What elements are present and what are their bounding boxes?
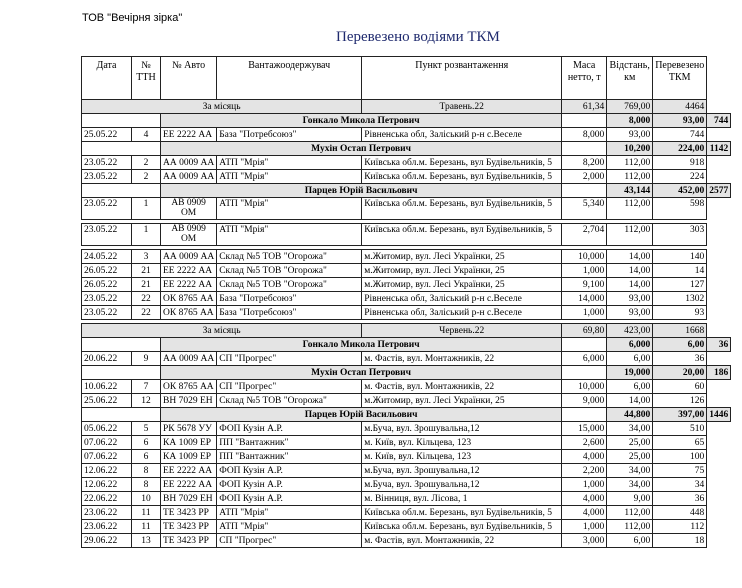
table-row xyxy=(82,352,731,366)
table-row xyxy=(82,380,731,394)
cell-point: м.Житомир, вул. Лесі Українки, 25 xyxy=(362,394,562,408)
driver-mass: 10,200 xyxy=(607,142,653,156)
cell-point: Київська обл.м. Березань, вул Будівельників, 5 xyxy=(362,506,562,520)
cell-date: 23.05.22 xyxy=(82,306,132,320)
col-tkm: Перевезено ТКМ xyxy=(653,57,707,100)
driver-distance: 93,00 xyxy=(653,114,707,128)
cell-tkm: 18 xyxy=(653,534,707,548)
driver-distance: 452,00 xyxy=(653,184,707,198)
cell-point: м.Житомир, вул. Лесі Українки, 25 xyxy=(362,278,562,292)
col-auto: № Авто xyxy=(161,57,217,100)
cell-receiver: СП "Прогрес" xyxy=(217,380,362,394)
cell-receiver: ПП "Вантажник" xyxy=(217,436,362,450)
driver-distance: 397,00 xyxy=(653,408,707,422)
cell-auto: ВН 7029 ЕН xyxy=(161,492,217,506)
cell-auto: АА 0009 АА xyxy=(161,156,217,170)
cell-auto: АВ 0909 ОМ xyxy=(161,198,217,220)
cell-date: 23.05.22 xyxy=(82,292,132,306)
cell-auto: РК 5678 УУ xyxy=(161,422,217,436)
cell-auto: ОК 8765 АА xyxy=(161,306,217,320)
table-row xyxy=(82,436,731,450)
month-period: Червень.22 xyxy=(362,324,562,338)
cell-ttn: 13 xyxy=(132,534,161,548)
driver-tkm: 1446 xyxy=(707,408,731,422)
month-label: За місяць xyxy=(82,324,362,338)
table-row xyxy=(82,506,731,520)
cell-tkm: 448 xyxy=(653,506,707,520)
cell-tkm: 93 xyxy=(653,306,707,320)
col-ttn: № ТТН xyxy=(132,57,161,100)
month-tkm: 4464 xyxy=(653,100,707,114)
month-distance: 423,00 xyxy=(607,324,653,338)
cell-tkm: 140 xyxy=(653,250,707,264)
cell-mass: 1,000 xyxy=(562,520,607,534)
cell-date: 22.06.22 xyxy=(82,492,132,506)
month-period: Травень.22 xyxy=(362,100,562,114)
cell-auto: ЕЕ 2222 АА xyxy=(161,264,217,278)
table-row xyxy=(82,264,731,278)
driver-total-row xyxy=(82,366,731,380)
table-row xyxy=(82,464,731,478)
driver-name: Парцев Юрій Васильович xyxy=(161,408,562,422)
driver-name: Мухін Остап Петрович xyxy=(161,366,562,380)
cell-date: 10.06.22 xyxy=(82,380,132,394)
cell-mass: 2,000 xyxy=(562,170,607,184)
cell-auto: АА 0009 АА xyxy=(161,352,217,366)
cell-ttn: 11 xyxy=(132,506,161,520)
cell-auto: АВ 0909 ОМ xyxy=(161,224,217,246)
cell-receiver: АТП "Мрія" xyxy=(217,506,362,520)
cell-distance: 93,00 xyxy=(607,306,653,320)
cell-ttn: 4 xyxy=(132,128,161,142)
cell-auto: ЕЕ 2222 АА xyxy=(161,278,217,292)
driver-name: Мухін Остап Петрович xyxy=(161,142,562,156)
cell-point: м.Буча, вул. Зрошувальна,12 xyxy=(362,422,562,436)
cell-tkm: 918 xyxy=(653,156,707,170)
cell-ttn: 7 xyxy=(132,380,161,394)
cell-auto: ЕЕ 2222 АА xyxy=(161,128,217,142)
driver-name: Гонкало Микола Петрович xyxy=(161,338,562,352)
table-row xyxy=(82,292,731,306)
table-row xyxy=(82,306,731,320)
cell-mass: 4,000 xyxy=(562,450,607,464)
cell-receiver: Склад №5 ТОВ "Огорожа" xyxy=(217,394,362,408)
cell-receiver: ФОП Кузін А.Р. xyxy=(217,422,362,436)
cell-ttn: 6 xyxy=(132,436,161,450)
cell-mass: 2,600 xyxy=(562,436,607,450)
cell-ttn: 12 xyxy=(132,394,161,408)
driver-blank xyxy=(562,366,607,380)
driver-blank xyxy=(562,142,607,156)
cell-auto: ОК 8765 АА xyxy=(161,380,217,394)
cell-tkm: 75 xyxy=(653,464,707,478)
month-label: За місяць xyxy=(82,100,362,114)
cell-distance: 112,00 xyxy=(607,520,653,534)
cell-distance: 14,00 xyxy=(607,394,653,408)
cell-mass: 1,000 xyxy=(562,264,607,278)
cell-tkm: 127 xyxy=(653,278,707,292)
cell-point: м. Вінниця, вул. Лісова, 1 xyxy=(362,492,562,506)
cell-ttn: 6 xyxy=(132,450,161,464)
cell-date: 23.05.22 xyxy=(82,156,132,170)
cell-point: м. Фастів, вул. Монтажників, 22 xyxy=(362,352,562,366)
cell-receiver: АТП "Мрія" xyxy=(217,170,362,184)
month-mass: 61,34 xyxy=(562,100,607,114)
cell-point: Рівненська обл, Заліський р-н с.Веселе xyxy=(362,306,562,320)
cell-date: 20.06.22 xyxy=(82,352,132,366)
cell-receiver: ФОП Кузін А.Р. xyxy=(217,464,362,478)
cell-mass: 10,000 xyxy=(562,380,607,394)
driver-mass: 44,800 xyxy=(607,408,653,422)
cell-date: 29.06.22 xyxy=(82,534,132,548)
cell-distance: 9,00 xyxy=(607,492,653,506)
cell-date: 25.06.22 xyxy=(82,394,132,408)
cell-point: Київська обл.м. Березань, вул Будівельників, 5 xyxy=(362,520,562,534)
driver-total-row xyxy=(82,408,731,422)
driver-distance: 6,00 xyxy=(653,338,707,352)
cell-date: 24.05.22 xyxy=(82,250,132,264)
cell-distance: 112,00 xyxy=(607,224,653,246)
report-title: Перевезено водіями ТКМ xyxy=(336,29,500,45)
driver-blank xyxy=(82,114,161,128)
cell-ttn: 9 xyxy=(132,352,161,366)
cell-receiver: СП "Прогрес" xyxy=(217,352,362,366)
cell-distance: 14,00 xyxy=(607,264,653,278)
driver-total-row xyxy=(82,338,731,352)
cell-mass: 9,100 xyxy=(562,278,607,292)
cell-date: 23.05.22 xyxy=(82,224,132,246)
month-tkm: 1668 xyxy=(653,324,707,338)
cell-receiver: СП "Прогрес" xyxy=(217,534,362,548)
cell-date: 05.06.22 xyxy=(82,422,132,436)
cell-date: 23.06.22 xyxy=(82,520,132,534)
cell-distance: 112,00 xyxy=(607,156,653,170)
cell-ttn: 22 xyxy=(132,292,161,306)
cell-distance: 14,00 xyxy=(607,278,653,292)
cell-ttn: 2 xyxy=(132,170,161,184)
driver-blank xyxy=(562,408,607,422)
cell-tkm: 65 xyxy=(653,436,707,450)
cell-auto: ТЕ 3423 РР xyxy=(161,520,217,534)
driver-tkm: 1142 xyxy=(707,142,731,156)
cell-ttn: 2 xyxy=(132,156,161,170)
cell-receiver: АТП "Мрія" xyxy=(217,224,362,246)
cell-mass: 2,704 xyxy=(562,224,607,246)
header-row xyxy=(82,57,731,100)
cell-mass: 2,200 xyxy=(562,464,607,478)
driver-total-row xyxy=(82,114,731,128)
col-mass: Маса нетто, т xyxy=(562,57,607,100)
cell-receiver: АТП "Мрія" xyxy=(217,156,362,170)
cell-point: Київська обл.м. Березань, вул Будівельників, 5 xyxy=(362,198,562,220)
cell-date: 12.06.22 xyxy=(82,464,132,478)
cell-point: Рівненська обл, Заліський р-н с.Веселе xyxy=(362,128,562,142)
cell-ttn: 10 xyxy=(132,492,161,506)
table-row xyxy=(82,492,731,506)
driver-tkm: 2577 xyxy=(707,184,731,198)
driver-blank xyxy=(82,338,161,352)
cell-tkm: 744 xyxy=(653,128,707,142)
cell-ttn: 22 xyxy=(132,306,161,320)
cell-date: 07.06.22 xyxy=(82,436,132,450)
table-row xyxy=(82,128,731,142)
cell-ttn: 8 xyxy=(132,478,161,492)
cell-tkm: 100 xyxy=(653,450,707,464)
cell-tkm: 36 xyxy=(653,352,707,366)
cell-tkm: 303 xyxy=(653,224,707,246)
table-row xyxy=(82,198,731,220)
table-row xyxy=(82,520,731,534)
cell-auto: КА 1009 ЕР xyxy=(161,450,217,464)
cell-receiver: База "Потребсоюз" xyxy=(217,292,362,306)
cell-receiver: Склад №5 ТОВ "Огорожа" xyxy=(217,278,362,292)
cell-mass: 1,000 xyxy=(562,306,607,320)
driver-blank xyxy=(562,338,607,352)
cell-receiver: Склад №5 ТОВ "Огорожа" xyxy=(217,250,362,264)
cell-tkm: 1302 xyxy=(653,292,707,306)
driver-tkm: 36 xyxy=(707,338,731,352)
cell-point: Київська обл.м. Березань, вул Будівельників, 5 xyxy=(362,224,562,246)
cell-receiver: АТП "Мрія" xyxy=(217,198,362,220)
cell-mass: 5,340 xyxy=(562,198,607,220)
cell-distance: 93,00 xyxy=(607,292,653,306)
cell-receiver: ФОП Кузін А.Р. xyxy=(217,492,362,506)
cell-point: м.Буча, вул. Зрошувальна,12 xyxy=(362,464,562,478)
cell-point: Київська обл.м. Березань, вул Будівельників, 5 xyxy=(362,156,562,170)
driver-mass: 19,000 xyxy=(607,366,653,380)
cell-distance: 112,00 xyxy=(607,170,653,184)
cell-tkm: 60 xyxy=(653,380,707,394)
cell-distance: 34,00 xyxy=(607,478,653,492)
cell-tkm: 36 xyxy=(653,492,707,506)
cell-date: 23.06.22 xyxy=(82,506,132,520)
cell-distance: 25,00 xyxy=(607,450,653,464)
cell-date: 26.05.22 xyxy=(82,264,132,278)
cell-tkm: 34 xyxy=(653,478,707,492)
cell-auto: ОК 8765 АА xyxy=(161,292,217,306)
cell-mass: 6,000 xyxy=(562,352,607,366)
cell-tkm: 598 xyxy=(653,198,707,220)
cell-mass: 4,000 xyxy=(562,506,607,520)
driver-name: Парцев Юрій Васильович xyxy=(161,184,562,198)
cell-point: Київська обл.м. Березань, вул Будівельників, 5 xyxy=(362,170,562,184)
cell-auto: ТЕ 3423 РР xyxy=(161,534,217,548)
cell-distance: 25,00 xyxy=(607,436,653,450)
cell-distance: 6,00 xyxy=(607,380,653,394)
cell-mass: 15,000 xyxy=(562,422,607,436)
driver-blank xyxy=(562,114,607,128)
cell-receiver: ФОП Кузін А.Р. xyxy=(217,478,362,492)
driver-blank xyxy=(82,142,161,156)
table-row xyxy=(82,170,731,184)
cell-mass: 3,000 xyxy=(562,534,607,548)
cell-mass: 9,000 xyxy=(562,394,607,408)
cell-point: м.Житомир, вул. Лесі Українки, 25 xyxy=(362,264,562,278)
table-row xyxy=(82,250,731,264)
cell-auto: АА 0009 АА xyxy=(161,170,217,184)
driver-blank xyxy=(82,184,161,198)
month-mass: 69,80 xyxy=(562,324,607,338)
cell-date: 12.06.22 xyxy=(82,478,132,492)
cell-point: м.Житомир, вул. Лесі Українки, 25 xyxy=(362,250,562,264)
cell-tkm: 14 xyxy=(653,264,707,278)
cell-distance: 6,00 xyxy=(607,534,653,548)
driver-total-row xyxy=(82,142,731,156)
cell-date: 23.05.22 xyxy=(82,170,132,184)
cell-distance: 93,00 xyxy=(607,128,653,142)
cell-ttn: 1 xyxy=(132,224,161,246)
col-date: Дата xyxy=(82,57,132,100)
company-name: ТОВ "Вечірня зірка" xyxy=(82,12,183,24)
cell-receiver: Склад №5 ТОВ "Огорожа" xyxy=(217,264,362,278)
cell-point: м. Київ, вул. Кільцева, 123 xyxy=(362,436,562,450)
cell-tkm: 224 xyxy=(653,170,707,184)
table-row xyxy=(82,278,731,292)
cell-mass: 1,000 xyxy=(562,478,607,492)
table-row xyxy=(82,534,731,548)
driver-blank xyxy=(562,184,607,198)
table-row xyxy=(82,394,731,408)
cell-point: м. Фастів, вул. Монтажників, 22 xyxy=(362,380,562,394)
month-total-row xyxy=(82,324,731,338)
driver-blank xyxy=(82,408,161,422)
cell-point: м. Київ, вул. Кільцева, 123 xyxy=(362,450,562,464)
cell-mass: 14,000 xyxy=(562,292,607,306)
table-row xyxy=(82,450,731,464)
cell-receiver: АТП "Мрія" xyxy=(217,520,362,534)
month-distance: 769,00 xyxy=(607,100,653,114)
table-row xyxy=(82,478,731,492)
cell-auto: ЕЕ 2222 АА xyxy=(161,464,217,478)
cell-distance: 112,00 xyxy=(607,198,653,220)
cell-date: 25.05.22 xyxy=(82,128,132,142)
cell-point: Рівненська обл, Заліський р-н с.Веселе xyxy=(362,292,562,306)
cell-auto: ВН 7029 ЕН xyxy=(161,394,217,408)
report-table xyxy=(81,56,731,548)
cell-receiver: ПП "Вантажник" xyxy=(217,450,362,464)
cell-ttn: 21 xyxy=(132,278,161,292)
cell-ttn: 3 xyxy=(132,250,161,264)
cell-mass: 10,000 xyxy=(562,250,607,264)
driver-mass: 6,000 xyxy=(607,338,653,352)
cell-distance: 34,00 xyxy=(607,422,653,436)
cell-distance: 112,00 xyxy=(607,506,653,520)
cell-ttn: 21 xyxy=(132,264,161,278)
cell-receiver: База "Потребсоюз" xyxy=(217,306,362,320)
cell-auto: КА 1009 ЕР xyxy=(161,436,217,450)
driver-total-row xyxy=(82,184,731,198)
cell-distance: 6,00 xyxy=(607,352,653,366)
table-row xyxy=(82,224,731,246)
cell-ttn: 8 xyxy=(132,464,161,478)
cell-tkm: 510 xyxy=(653,422,707,436)
cell-tkm: 126 xyxy=(653,394,707,408)
cell-mass: 8,000 xyxy=(562,128,607,142)
cell-ttn: 1 xyxy=(132,198,161,220)
cell-ttn: 11 xyxy=(132,520,161,534)
driver-tkm: 744 xyxy=(707,114,731,128)
col-distance: Відстань, км xyxy=(607,57,653,100)
month-total-row xyxy=(82,100,731,114)
col-receiver: Вантажоодержувач xyxy=(217,57,362,100)
cell-distance: 14,00 xyxy=(607,250,653,264)
cell-date: 07.06.22 xyxy=(82,450,132,464)
cell-distance: 34,00 xyxy=(607,464,653,478)
driver-name: Гонкало Микола Петрович xyxy=(161,114,562,128)
driver-tkm: 186 xyxy=(707,366,731,380)
table-row xyxy=(82,422,731,436)
cell-tkm: 112 xyxy=(653,520,707,534)
cell-ttn: 5 xyxy=(132,422,161,436)
driver-distance: 20,00 xyxy=(653,366,707,380)
cell-auto: ЕЕ 2222 АА xyxy=(161,478,217,492)
cell-date: 26.05.22 xyxy=(82,278,132,292)
cell-receiver: База "Потребсоюз" xyxy=(217,128,362,142)
cell-point: м.Буча, вул. Зрошувальна,12 xyxy=(362,478,562,492)
cell-date: 23.05.22 xyxy=(82,198,132,220)
cell-mass: 4,000 xyxy=(562,492,607,506)
table-row xyxy=(82,156,731,170)
col-point: Пункт розвантаження xyxy=(362,57,562,100)
cell-auto: АА 0009 АА xyxy=(161,250,217,264)
driver-mass: 43,144 xyxy=(607,184,653,198)
cell-auto: ТЕ 3423 РР xyxy=(161,506,217,520)
driver-mass: 8,000 xyxy=(607,114,653,128)
driver-distance: 224,00 xyxy=(653,142,707,156)
driver-blank xyxy=(82,366,161,380)
cell-mass: 8,200 xyxy=(562,156,607,170)
cell-point: м. Фастів, вул. Монтажників, 22 xyxy=(362,534,562,548)
